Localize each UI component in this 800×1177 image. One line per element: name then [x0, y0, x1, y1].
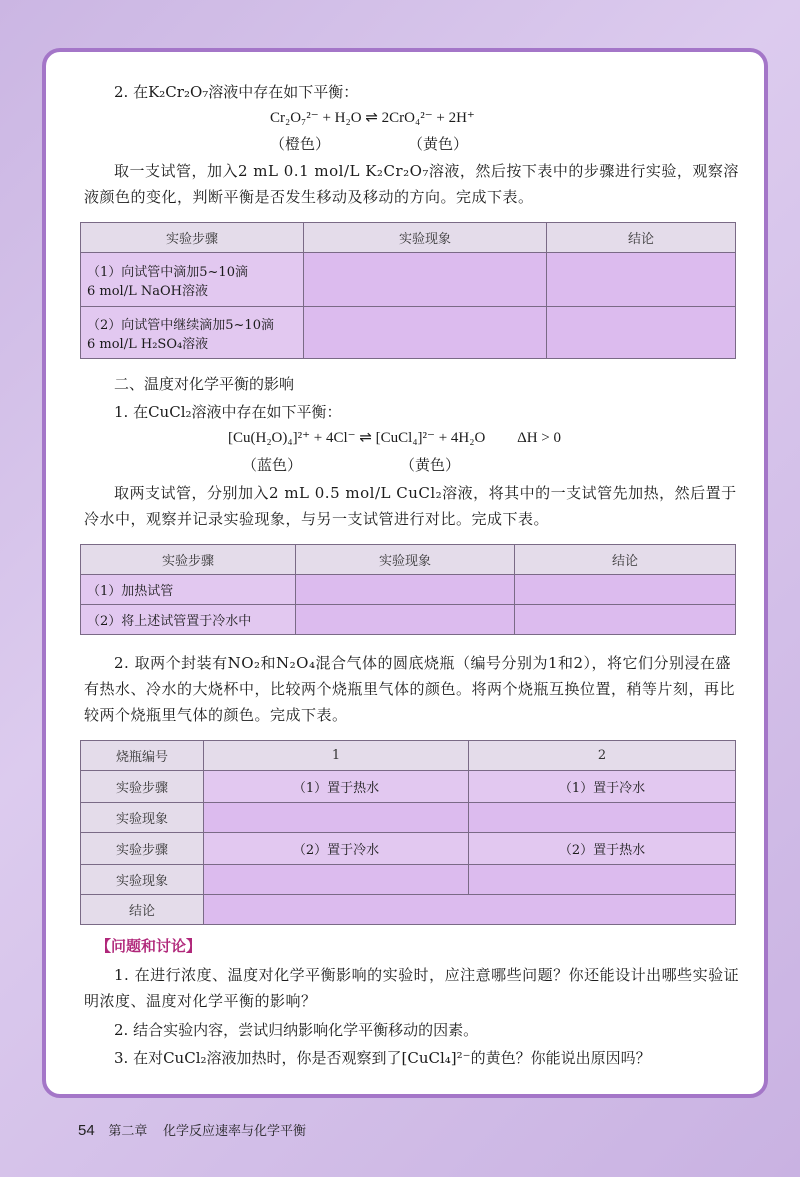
table-row	[81, 605, 736, 635]
section2-title: 二、温度对化学平衡的影响	[114, 375, 295, 393]
eq2-right: [CuCl₄]²⁻ + 4H₂O	[375, 430, 486, 446]
t2-header-concl: 结论	[515, 545, 736, 575]
t2-obs-2[interactable]	[296, 605, 515, 635]
t1-obs-2[interactable]	[304, 307, 547, 359]
eq2-left: [Cu(H₂O)₄]²⁺ + 4Cl⁻	[228, 430, 356, 446]
discussion-q2: 2. 结合实验内容，尝试归纳影响化学平衡移动的因素。	[114, 1021, 479, 1039]
color-orange: （橙色）	[270, 135, 331, 153]
eq1-arrow: ⇌	[365, 108, 378, 126]
t3-obs2-f2[interactable]	[469, 865, 736, 895]
eq2-arrow: ⇌	[359, 428, 372, 446]
t1-step-2	[81, 307, 304, 359]
section1-paragraph: 取一支试管，加入2 mL 0.1 mol/L K₂Cr₂O₇溶液，然后按下表中的步骤进行实验，观察溶液颜色的变化，判断平衡是否发生移动及移动的方向。完成下表。	[84, 162, 739, 206]
t1-step-1-line1: （1）向试管中滴加5~10滴	[87, 264, 248, 280]
t2-header-obs: 实验现象	[296, 545, 515, 575]
t1-obs-1[interactable]	[304, 253, 547, 307]
t2-obs-1[interactable]	[296, 575, 515, 605]
color-yellow-2: （黄色）	[400, 456, 461, 474]
t3-obs1-f2[interactable]	[469, 803, 736, 833]
section2-equation	[228, 428, 561, 447]
color-yellow: （黄色）	[408, 135, 469, 153]
t3-conclusion[interactable]	[204, 895, 736, 925]
eq1-left: Cr₂O₇²⁻ + H₂O	[270, 110, 362, 126]
t3-label-concl: 结论	[81, 895, 204, 925]
eq2-dh: ΔH > 0	[517, 430, 562, 446]
t3-obs1-f1[interactable]	[204, 803, 469, 833]
color-blue: （蓝色）	[242, 456, 303, 474]
table-row	[81, 865, 736, 895]
t3-obs2-f1[interactable]	[204, 865, 469, 895]
t3-flask-2: 2	[469, 741, 736, 771]
t1-step-1	[81, 253, 304, 307]
table-row	[81, 575, 736, 605]
t3-step1-f1: （1）置于热水	[204, 771, 469, 803]
table-row	[81, 307, 736, 359]
table-row	[81, 253, 736, 307]
discussion-title: 【问题和讨论】	[96, 938, 202, 955]
table-temperature	[80, 544, 736, 635]
chapter-label: 第二章	[108, 1123, 148, 1138]
t2-step-2: （2）将上述试管置于冷水中	[81, 605, 296, 635]
chapter-title: 化学反应速率与化学平衡	[162, 1123, 306, 1138]
table-row	[81, 803, 736, 833]
table-flasks	[80, 740, 736, 925]
t3-flask-1: 1	[204, 741, 469, 771]
t3-label-step1: 实验步骤	[81, 771, 204, 803]
t3-label-step2: 实验步骤	[81, 833, 204, 865]
t1-header-concl: 结论	[547, 223, 736, 253]
t2-step-1: （1）加热试管	[81, 575, 296, 605]
table-concentration	[80, 222, 736, 359]
t1-step-2-line2: 6 mol/L H₂SO₄溶液	[87, 336, 209, 352]
t1-header-obs: 实验现象	[304, 223, 547, 253]
table-row	[81, 833, 736, 865]
t1-header-step: 实验步骤	[81, 223, 304, 253]
t2-header-step: 实验步骤	[81, 545, 296, 575]
section3-paragraph: 2. 取两个封装有NO₂和N₂O₄混合气体的圆底烧瓶（编号分别为1和2），将它们分别浸在盛有热水、冷水的大烧杯中，比较两个烧瓶里气体的颜色。将两个烧瓶互换位置，稍等片刻，再比较两个烧瓶里气体的颜色。完成下表。	[84, 654, 736, 724]
page-footer	[78, 1120, 306, 1139]
section2-paragraph: 取两支试管，分别加入2 mL 0.5 mol/L CuCl₂溶液，将其中的一支试管先加热，然后置于冷水中，观察并记录实验现象，与另一支试管进行对比。完成下表。	[84, 484, 737, 528]
t3-step1-f2: （1）置于冷水	[469, 771, 736, 803]
page-number: 54	[78, 1122, 95, 1139]
t3-step2-f2: （2）置于热水	[469, 833, 736, 865]
discussion-q1: 1. 在进行浓度、温度对化学平衡影响的实验时，应注意哪些问题？你还能设计出哪些实验证明浓度、温度对化学平衡的影响？	[84, 966, 740, 1010]
t3-label-obs2: 实验现象	[81, 865, 204, 895]
t2-concl-1[interactable]	[515, 575, 736, 605]
discussion-q3: 3. 在对CuCl₂溶液加热时，你是否观察到了[CuCl₄]²⁻的黄色？你能说出原因吗？	[114, 1049, 651, 1067]
t3-label-flask: 烧瓶编号	[81, 741, 204, 771]
t1-concl-2[interactable]	[547, 307, 736, 359]
t3-step2-f1: （2）置于冷水	[204, 833, 469, 865]
t2-concl-2[interactable]	[515, 605, 736, 635]
section1-equation	[270, 108, 475, 127]
section1-intro: 2. 在K₂Cr₂O₇溶液中存在如下平衡：	[114, 83, 359, 101]
t1-step-2-line1: （2）向试管中继续滴加5~10滴	[87, 317, 274, 333]
t3-label-obs1: 实验现象	[81, 803, 204, 833]
section2-intro: 1. 在CuCl₂溶液中存在如下平衡：	[114, 403, 342, 421]
eq1-right: 2CrO₄²⁻ + 2H⁺	[381, 110, 475, 126]
t1-step-1-line2: 6 mol/L NaOH溶液	[87, 283, 208, 299]
table-row	[81, 771, 736, 803]
t1-concl-1[interactable]	[547, 253, 736, 307]
table-row	[81, 895, 736, 925]
